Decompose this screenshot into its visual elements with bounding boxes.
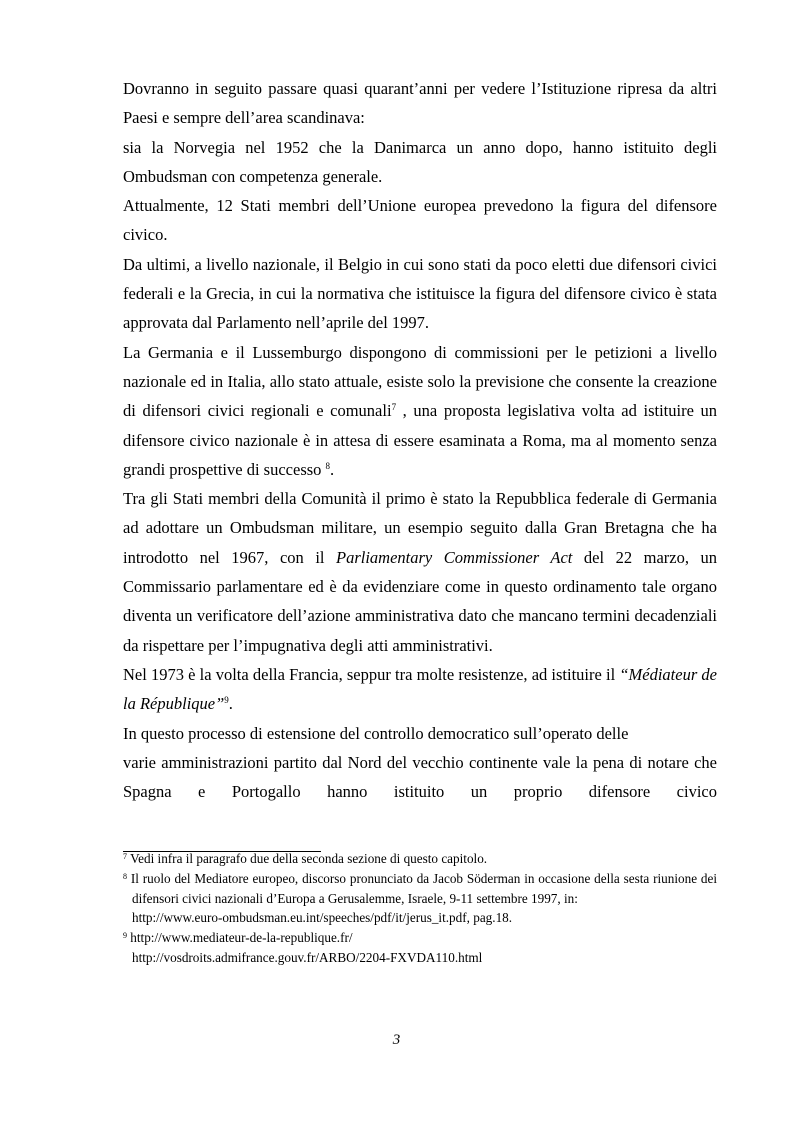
paragraph-text: del 22 marzo, un Commissario parlamentare ed è da evidenziare come in questo ordinamento tale organo diventa un verificatore dell’azione amministrativa dato che mancano termini decadenziali da rispettare per l’impugnativa degli atti amministrativi. <box>123 547 717 655</box>
footnote-marker: 8 <box>123 871 127 881</box>
footnote-marker: 7 <box>123 852 127 861</box>
body-text <box>123 74 717 806</box>
paragraph <box>123 338 717 484</box>
paragraph-text: Tra gli Stati membri della Comunità il primo è stato la Repubblica federale di Germania ad adottare un Ombudsman militare, un esempio seguito dalla Gran Bretagna che ha introdotto nel 1967, con il <box>123 489 717 567</box>
paragraph <box>123 660 717 719</box>
footnote-reference-8[interactable]: 8 <box>325 460 331 471</box>
mediateur-title-italic: “Médiateur de la République” <box>123 664 717 714</box>
paragraph: Da ultimi, a livello nazionale, il Belgio in cui sono stati da poco eletti due difensori civici federali e la Grecia, in cui la normativa che istituisce la figura del difensore civico è stata approvata dal Parlamento nell’aprile del 1997. <box>123 254 717 333</box>
footnote-9 <box>123 928 717 968</box>
paragraph: Attualmente, 12 Stati membri dell’Unione europea prevedono la figura del difensore civico. <box>123 196 717 245</box>
footnote-marker: 9 <box>123 931 127 941</box>
paragraph: sia la Norvegia nel 1952 che la Danimarca un anno dopo, hanno istituito degli Ombudsman con competenza generale. <box>123 137 717 186</box>
paragraph <box>123 484 717 660</box>
paragraph-text: . <box>330 459 335 479</box>
paragraph-text: La Germania e il Lussemburgo dispongono di commissioni per le petizioni a livello nazionale ed in Italia, allo stato attuale, esiste solo la previsione che consente la creazione di difensori civici regionali e comunali <box>123 342 717 421</box>
paragraph-line: In questo processo di estensione del controllo democratico sull’operato delle <box>123 723 629 743</box>
footnote-link[interactable]: http://www.mediateur-de-la-republique.fr/ <box>130 930 353 946</box>
paragraph: Dovranno in seguito passare quasi quarant’anni per vedere l’Istituzione ripresa da altri Paesi e sempre dell’area scandinava: <box>123 79 717 128</box>
act-title-italic: Parliamentary Commissioner Act <box>336 547 573 567</box>
footnote-reference-9[interactable]: 9 <box>224 695 229 706</box>
footnote-text: Il ruolo del Mediatore europeo, discorso pronunciato da Jacob Söderman in occasione della sesta riunione dei difensori civici nazionali d’Europa a Gerusalemme, Israele, 9-11 settembre 1997, in: <box>130 870 718 906</box>
footnotes <box>123 849 717 968</box>
paragraph-text: Nel 1973 è la volta della Francia, seppur tra molte resistenze, ad istituire il <box>123 664 620 684</box>
footnote-reference-7[interactable]: 7 <box>391 402 397 413</box>
footnote-8 <box>123 869 717 928</box>
footnote-link[interactable]: http://vosdroits.admifrance.gouv.fr/ARBO/2204-FXVDA110.html <box>132 949 483 965</box>
footnote-7 <box>123 849 717 869</box>
paragraph-continuation: varie amministrazioni partito dal Nord del vecchio continente vale la pena di notare che Spagna e Portogallo hanno istituito un proprio difensore civico <box>123 752 717 802</box>
page-number: 3 <box>392 1032 401 1048</box>
footnote-link[interactable]: http://www.euro-ombudsman.eu.int/speeches/pdf/it/jerus_it.pdf, pag.18. <box>132 910 513 926</box>
paragraph-text: , una proposta legislativa volta ad istituire un difensore civico nazionale è in attesa di essere esaminata a Roma, ma al momento senza grandi prospettive di successo <box>123 401 717 479</box>
paragraph-text: . <box>228 694 233 714</box>
footnote-text: Vedi infra il paragrafo due della seconda sezione di questo capitolo. <box>130 851 488 866</box>
